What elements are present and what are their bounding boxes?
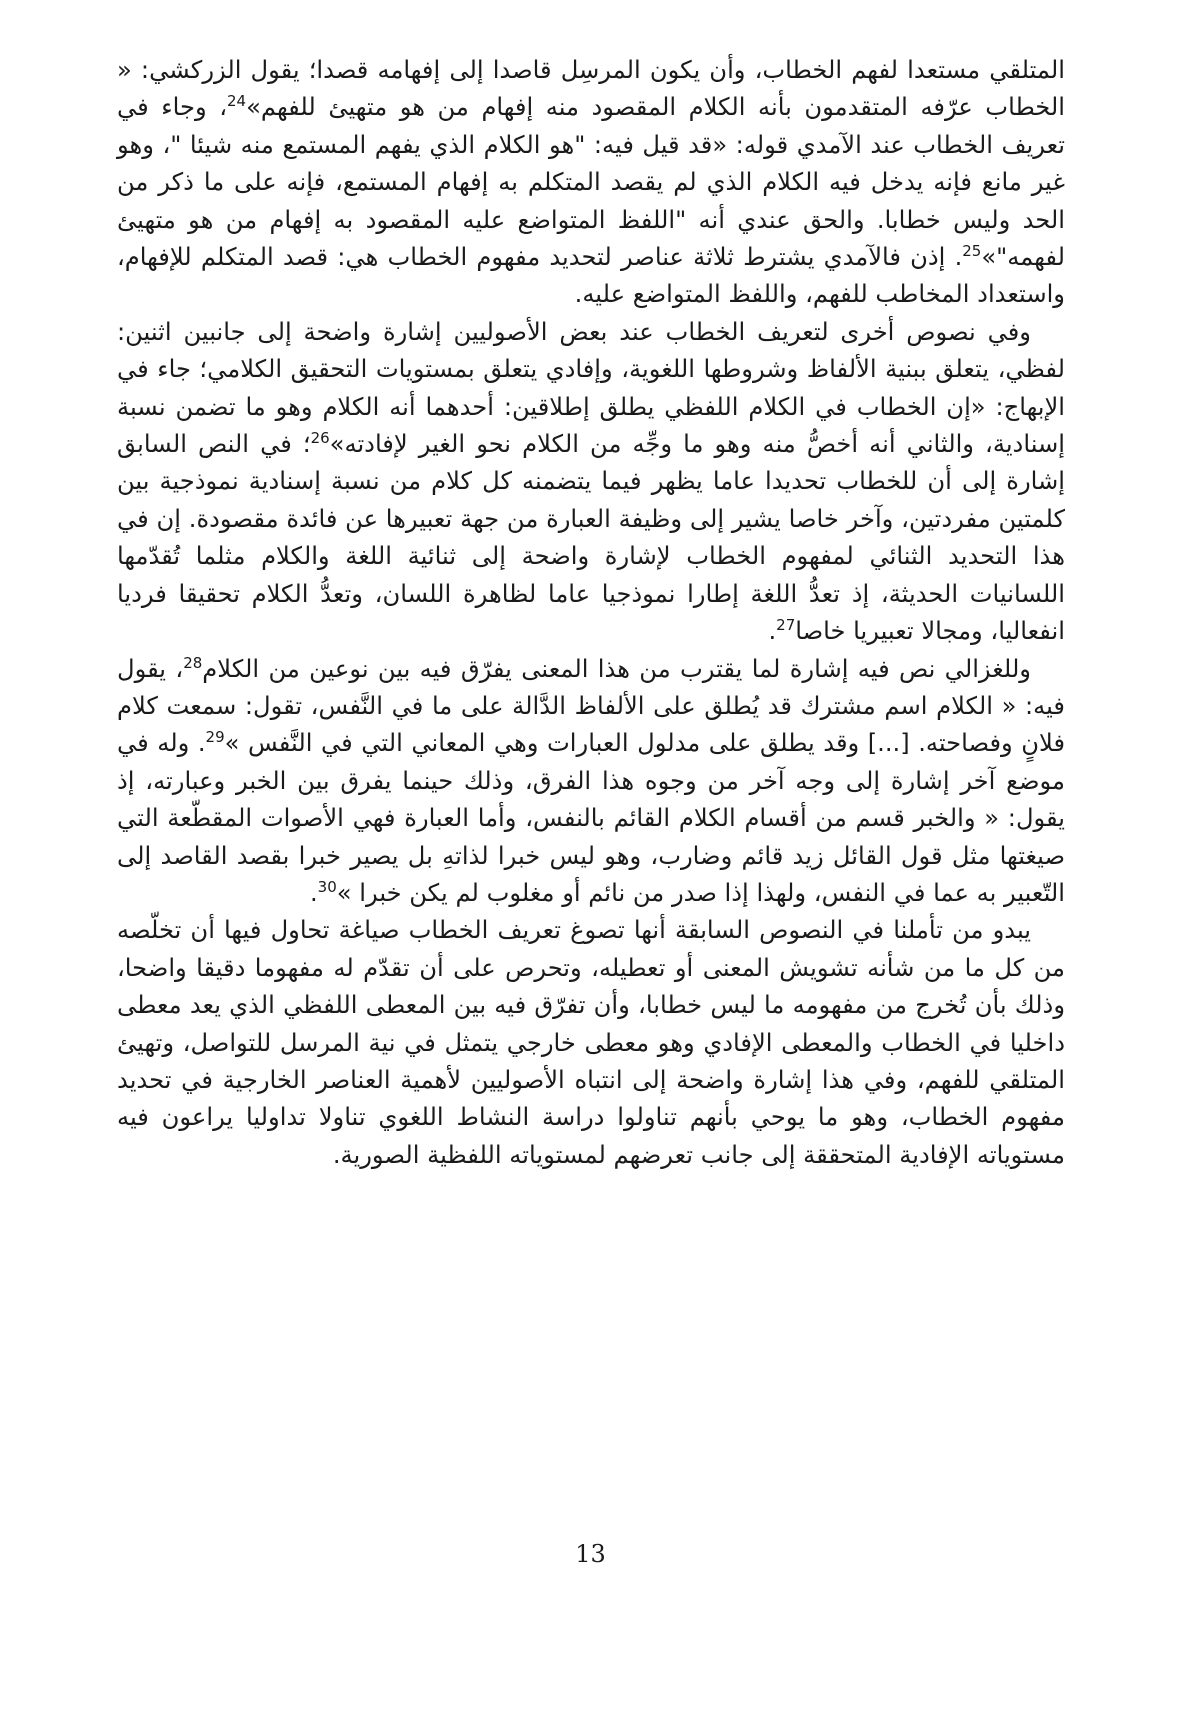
text-run: ، وجاء في تعريف الخطاب عند الآمدي قوله: «قد قيل فيه: "هو الكلام الذي يفهم المستمع منه شيئا "، وهو غير مانع فإنه يدخل فيه الكلام الذي لم يقصد المتكلم به إفهام المستمع، فإنه على ما ذكر من الحد وليس خطابا. والحق عندي أنه "اللفظ المتواضع عليه المقصود به إفهام من هو متهيئ لفهمه"» — [117, 93, 1065, 272]
paragraph-1 — [117, 52, 1065, 314]
page-number: 13 — [575, 1540, 606, 1568]
text-run: ، يقول فيه: « الكلام اسم مشترك قد يُطلق على الألفاظ الدَّالة على ما في النَّفس، تقول: سمعت كلام فلانٍ وفصاحته. [...] وقد يطلق على مدلول العبارات وهي المعاني التي في النَّفس » — [117, 654, 1066, 758]
text-run: يبدو من تأملنا في النصوص السابقة أنها تصوغ تعريف الخطاب صياغة تحاول فيها أن تخلّصه من كل ما من شأنه تشويش المعنى أو تعطيله، وتحرص على أن تقدّم له مفهوما دقيقا واضحا، وذلك بأن تُخرج من مفهومه ما ليس خطابا، وأن تفرّق فيه بين المعطى اللفظي الذي يعد معطى داخليا في الخطاب والمعطى الإفادي وهو معطى خارجي يتمثل في نية المرسل للتواصل، وتهيئ المتلقي للفهم، وفي هذا إشارة واضحة إلى انتباه الأصوليين لأهمية العناصر الخارجية في تحديد مفهوم الخطاب، وهو ما يوحي بأنهم تناولوا دراسة النشاط اللغوي تناولا تداوليا يراعون فيه مستوياته الإفادية المتحققة إلى جانب تعرضهم لمستوياته اللفظية الصورية. — [117, 916, 1065, 1169]
text-run: وللغزالي نص فيه إشارة لما يقترب من هذا المعنى يفرّق فيه بين نوعين من الكلام — [202, 654, 1031, 683]
footnote-ref: 29 — [205, 728, 225, 747]
footnote-ref: 28 — [183, 653, 203, 672]
footnote-ref: 25 — [962, 241, 982, 260]
footnote-ref: 26 — [310, 429, 330, 447]
paragraph-4 — [117, 912, 1065, 1174]
text-run: ؛ في النص السابق إشارة إلى أن للخطاب تحديدا عاما يظهر فيما يتضمنه كل كلام من نسبة إسنادية نموذجية بين كلمتين مفردتين، وآخر خاصا يشير إلى وظيفة العبارة من جهة تعبيرها عن فائدة مقصودة. إن في هذا التحديد الثنائي لمفهوم الخطاب لإشارة واضحة إلى ثنائية اللغة والكلام مثلما تُقدّمها اللسانيات الحديثة، إذ تعدُّ اللغة إطارا نموذجيا عاما لظاهرة اللسان، وتعدُّ الكلام تحقيقا فرديا انفعاليا، ومجالا تعبيريا خاصا — [117, 430, 1065, 646]
text-run: وفي نصوص أخرى لتعريف الخطاب عند بعض الأصوليين إشارة واضحة إلى جانبين اثنين: لفظي، يتعلق ببنية الألفاظ وشروطها اللغوية، وإفادي يتعلق بمستويات التحقيق الكلامي؛ جاء في الإبهاج: «إن الخطاب في الكلام اللفظي يطلق إطلاقين: أحدهما أنه الكلام وهو ما تضمن نسبة إسنادية، والثاني أنه أخصُّ منه وهو ما وجِّه من الكلام نحو الغير لإفادته» — [117, 317, 1065, 459]
paragraph-3 — [117, 651, 1065, 913]
text-run: المتلقي مستعدا لفهم الخطاب، وأن يكون المرسِل قاصدا إلى إفهامه قصدا؛ يقول الزركشي: « الخطاب عرّفه المتقدمون بأنه الكلام المقصود منه إفهام من هو متهيئ للفهم» — [117, 56, 1065, 122]
body-text — [117, 52, 1065, 1174]
text-run: . إذن فالآمدي يشترط ثلاثة عناصر لتحديد مفهوم الخطاب هي: قصد المتكلم للإفهام، واستعداد المخاطب للفهم، واللفظ المتواضع عليه. — [117, 243, 1065, 309]
text-run: . — [309, 878, 318, 907]
footnote-ref: 27 — [776, 616, 796, 635]
text-run: . وله في موضع آخر إشارة إلى وجه آخر من وجوه هذا الفرق، وذلك حينما يفرق بين الخبر وعبارته، إذ يقول: « والخبر قسم من أقسام الكلام القائم بالنفس، وأما العبارة فهي الأصوات المقطّعة التي صيغتها مثل قول القائل زيد قائم وضارب، وهو ليس خبرا لذاتهِ بل يصير خبرا بقصد القاصد إلى التّعبير به عما في النفس، ولهذا إذا صدر من نائم أو مغلوب لم يكن خبرا » — [117, 729, 1065, 907]
footnote-ref: 24 — [227, 92, 247, 111]
footnote-ref: 30 — [317, 877, 337, 896]
paragraph-2 — [117, 314, 1065, 651]
text-run: . — [768, 617, 777, 646]
